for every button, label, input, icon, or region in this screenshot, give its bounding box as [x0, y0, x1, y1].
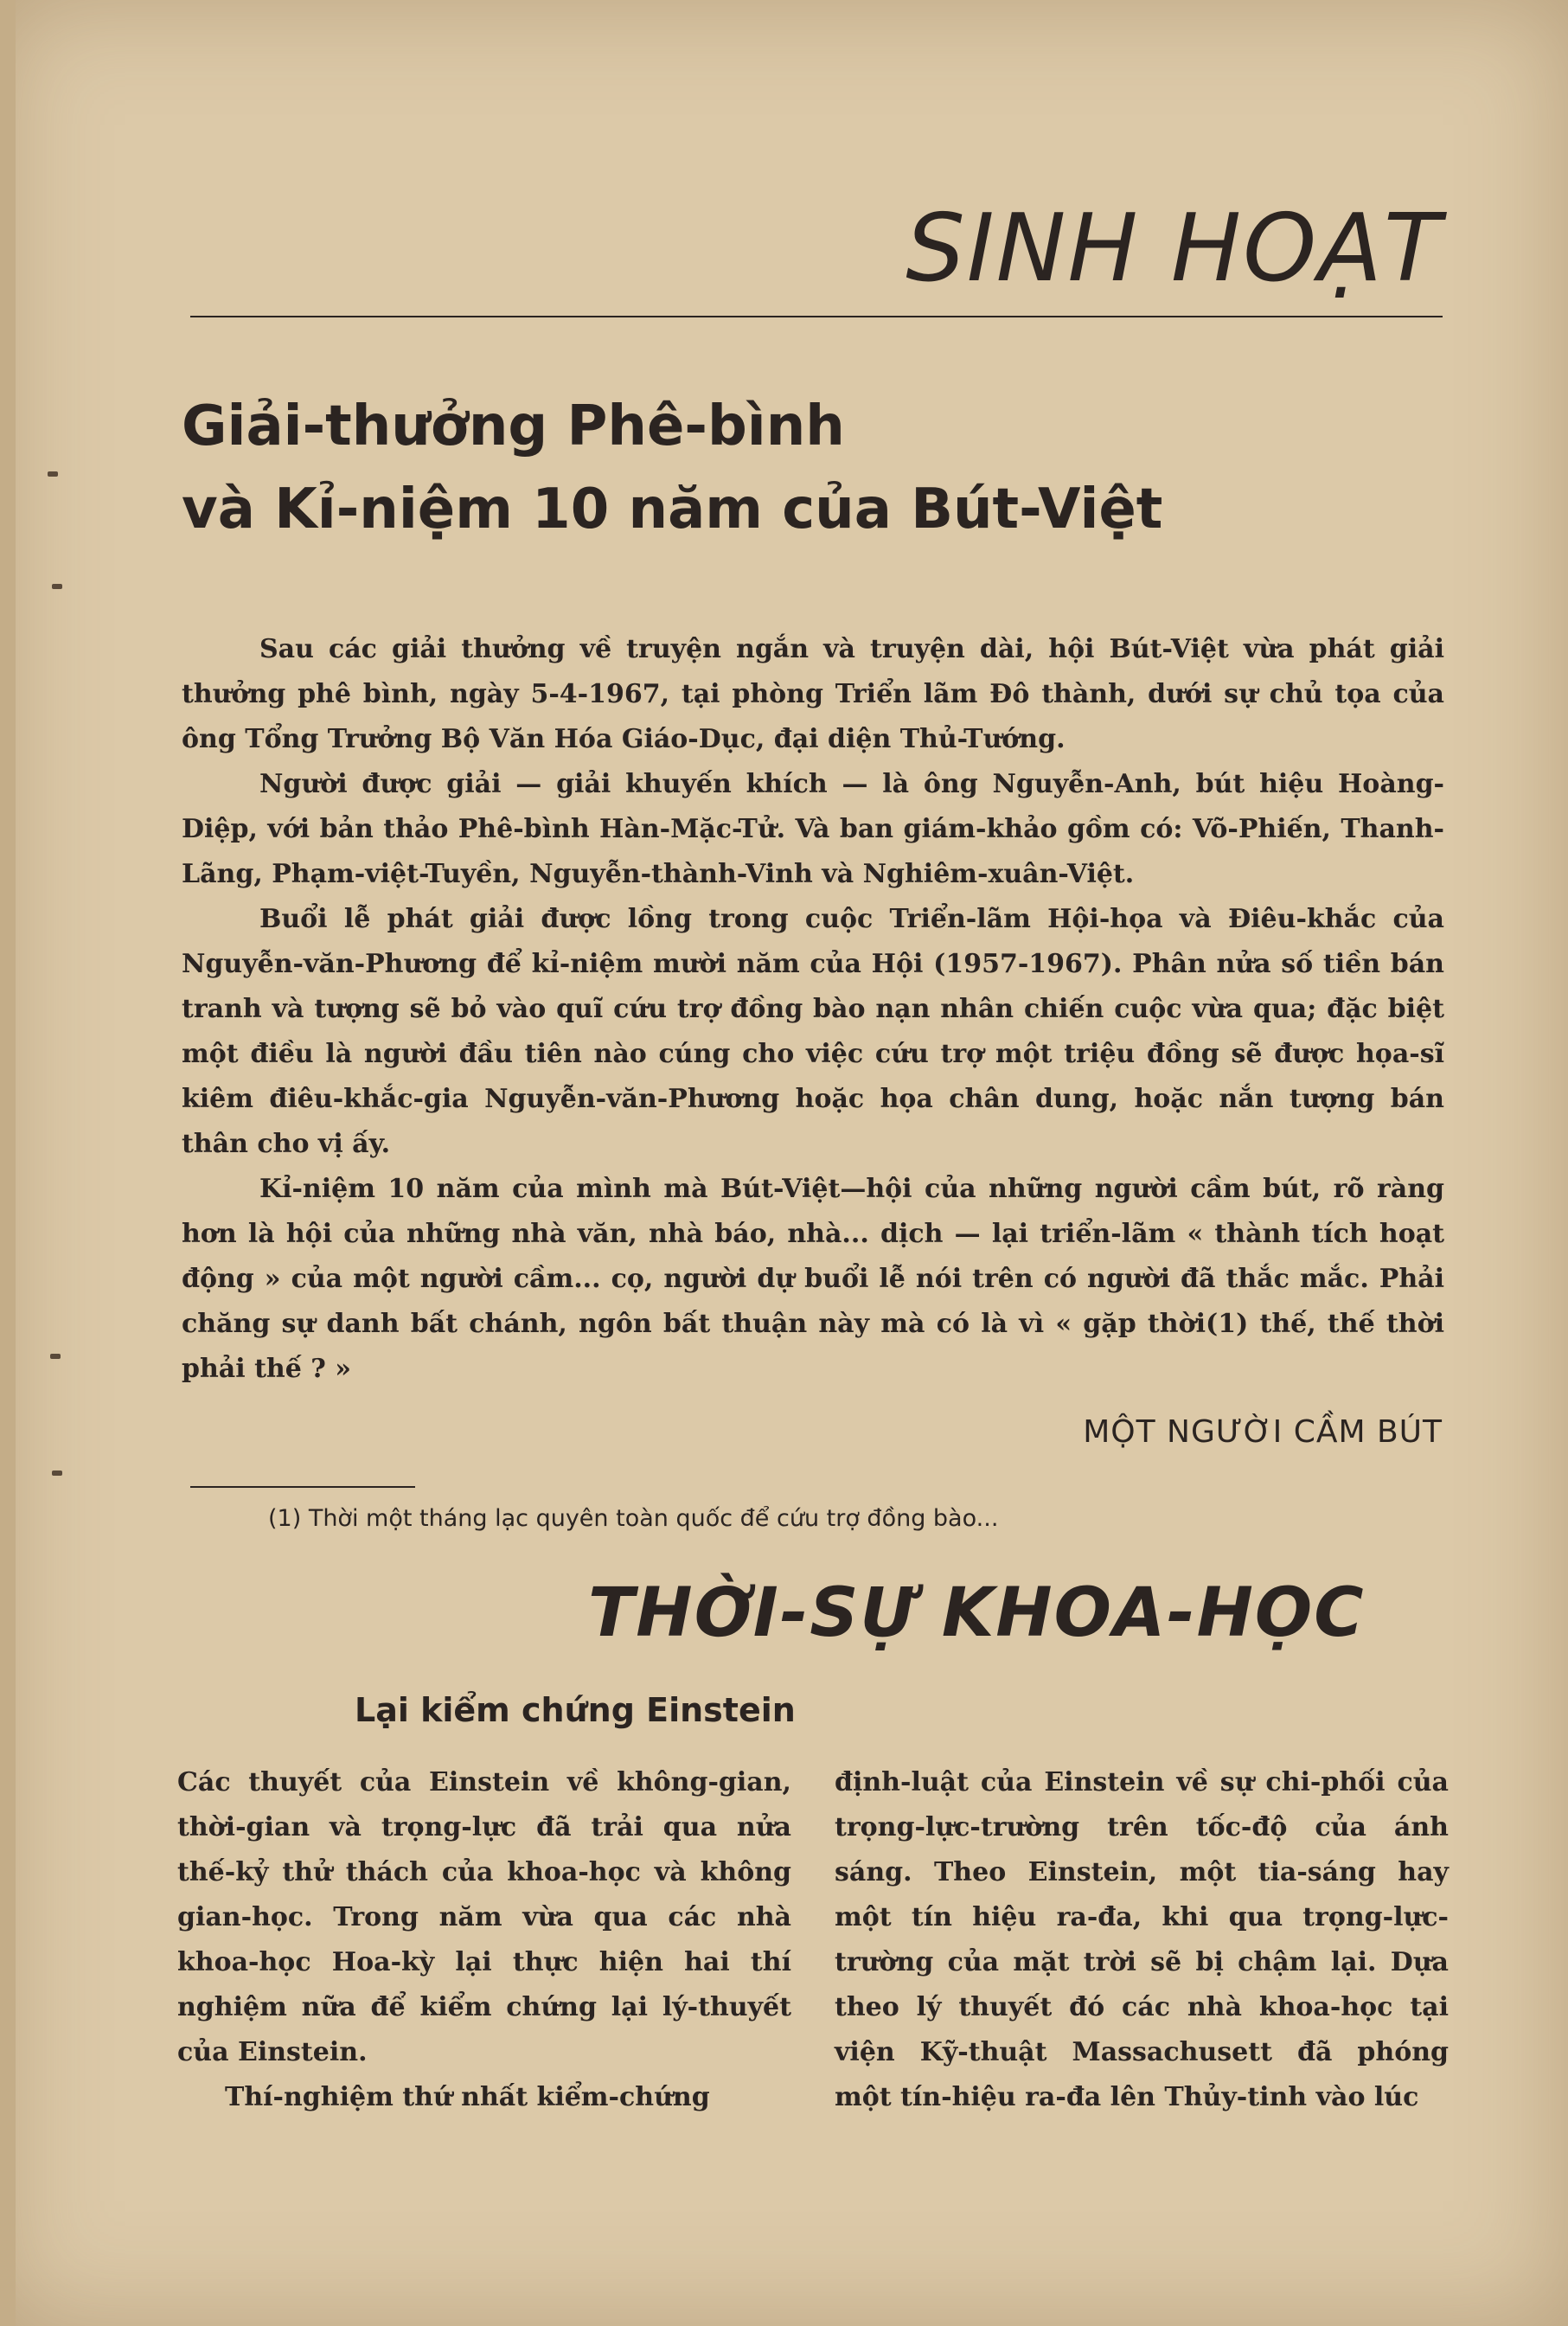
headline-line-2: và Kỉ-niệm 10 năm của Bút-Việt	[182, 477, 1163, 541]
section-2-title: THỜI-SỰ KHOA-HỌC	[588, 1574, 1366, 1652]
margin-mark	[50, 1354, 61, 1359]
page-edge	[0, 0, 16, 2326]
margin-mark	[52, 584, 62, 589]
paragraph-4: Kỉ-niệm 10 năm của mình mà Bút-Việt—hội của những người cầm bút, rõ ràng hơn là hội của những nhà văn, nhà báo, nhà... dịch — lại triển-lãm « thành tích hoạt động » của một người cầm... cọ, người dự buổi lễ nói trên có người đã thắc mắc. Phải chăng sự danh bất chánh, ngôn bất thuận này mà có là vì « gặp thời(1) thế, thế thời phải thế ? »	[182, 1174, 1444, 1384]
margin-mark	[52, 1471, 62, 1476]
article-headline	[182, 385, 1306, 551]
section-rule	[190, 316, 1443, 317]
section-title: SINH HOẠT	[906, 195, 1443, 303]
paragraph-3: Buổi lễ phát giải được lồng trong cuộc Triển-lãm Hội-họa và Điêu-khắc của Nguyễn-văn-Phương để kỉ-niệm mười năm của Hội (1957-1967). Phân nửa số tiền bán tranh và tượng sẽ bỏ vào quĩ cứu trợ đồng bào nạn nhân chiến cuộc vừa qua; đặc biệt một điều là người đầu tiên nào cúng cho việc cứu trợ một triệu đồng sẽ được họa-sĩ kiêm điêu-khắc-gia Nguyễn-văn-Phương hoặc họa chân dung, hoặc nắn tượng bán thân cho vị ấy.	[182, 904, 1444, 1159]
author-signature: MỘT NGƯỜI CẦM BÚT	[1083, 1414, 1443, 1450]
column-left-paragraph-2: Thí-nghiệm thứ nhất kiểm-chứng	[225, 2082, 710, 2112]
headline-line-1: Giải-thưởng Phê-bình	[182, 394, 845, 458]
article-2-title: Lại kiểm chứng Einstein	[355, 1691, 796, 1729]
column-left-paragraph-1: Các thuyết của Einstein về không-gian, thời-gian và trọng-lực đã trải qua nửa thế-kỷ thử thách của khoa-học và không gian-học. Trong năm vừa qua các nhà khoa-học Hoa-kỳ lại thực hiện hai thí nghiệm nữa để kiểm chứng lại lý-thuyết của Einstein.	[177, 1767, 791, 2067]
paragraph-1: Sau các giải thưởng về truyện ngắn và truyện dài, hội Bút-Việt vừa phát giải thưởng phê bình, ngày 5-4-1967, tại phòng Triển lãm Đô thành, dưới sự chủ tọa của ông Tổng Trưởng Bộ Văn Hóa Giáo-Dục, đại diện Thủ-Tướng.	[182, 634, 1444, 754]
margin-mark	[48, 471, 58, 477]
column-right-paragraph-1: định-luật của Einstein về sự chi-phối của trọng-lực-trường trên tốc-độ của ánh sáng. Theo Einstein, một tia-sáng hay một tín hiệu ra-đa, khi qua trọng-lực-trường của mặt trời sẽ bị chậm lại. Dựa theo lý thuyết đó các nhà khoa-học tại viện Kỹ-thuật Massachusett đã phóng một tín-hiệu ra-đa lên Thủy-tinh vào lúc	[835, 1767, 1449, 2112]
footnote: (1) Thời một tháng lạc quyên toàn quốc để cứu trợ đồng bào...	[268, 1505, 999, 1532]
column-right	[835, 1760, 1449, 2120]
paragraph-2: Người được giải — giải khuyến khích — là ông Nguyễn-Anh, bút hiệu Hoàng-Diệp, với bản thảo Phê-bình Hàn-Mặc-Tử. Và ban giám-khảo gồm có: Võ-Phiến, Thanh-Lãng, Phạm-việt-Tuyền, Nguyễn-thành-Vinh và Nghiêm-xuân-Việt.	[182, 769, 1444, 889]
footnote-rule	[190, 1486, 415, 1488]
column-left	[177, 1760, 791, 2120]
article-body	[182, 627, 1444, 1392]
